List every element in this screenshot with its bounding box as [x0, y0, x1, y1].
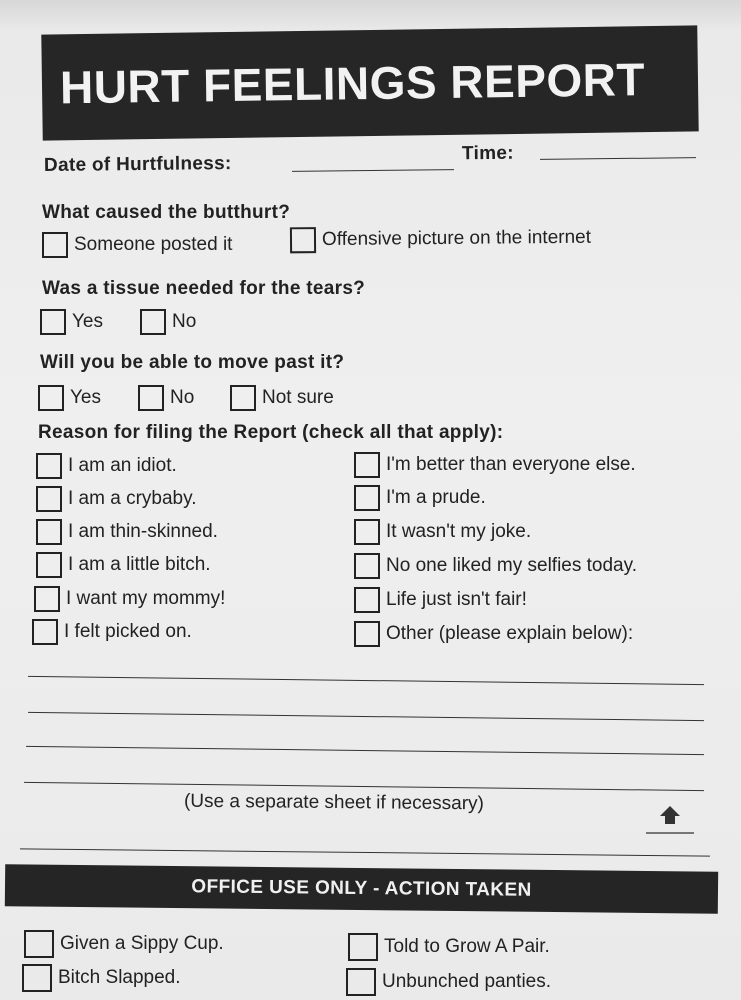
separate-sheet-note: (Use a separate sheet if necessary) — [183, 790, 485, 815]
question-cause: What caused the butthurt? — [42, 202, 291, 223]
checkbox[interactable] — [140, 309, 166, 335]
checkbox[interactable] — [354, 587, 380, 613]
reason-label: Other (please explain below): — [386, 623, 634, 644]
checkbox[interactable] — [36, 519, 62, 545]
reason-left-2[interactable] — [36, 519, 218, 545]
option-label: No — [170, 387, 195, 408]
checkbox[interactable] — [32, 619, 58, 645]
explain-line-1[interactable] — [28, 676, 704, 685]
reason-label: No one liked my selfies today. — [386, 555, 637, 576]
checkbox[interactable] — [36, 453, 62, 479]
reason-left-1[interactable] — [36, 486, 196, 512]
title-banner — [41, 25, 698, 140]
date-label: Date of Hurtfulness: — [43, 153, 232, 176]
explain-line-4[interactable] — [24, 782, 704, 791]
checkbox[interactable] — [354, 553, 380, 579]
reason-left-4[interactable] — [34, 586, 225, 612]
logo-icon — [640, 800, 700, 840]
reason-right-0[interactable] — [354, 452, 636, 478]
time-label: Time: — [461, 142, 514, 165]
option-label: Yes — [72, 311, 103, 332]
checkbox[interactable] — [346, 968, 376, 996]
action-left-0[interactable] — [24, 930, 224, 958]
option-tissue-yes[interactable] — [40, 309, 103, 335]
checkbox[interactable] — [354, 519, 380, 545]
action-label: Told to Grow A Pair. — [384, 936, 550, 957]
checkbox[interactable] — [36, 552, 62, 578]
signature-line[interactable] — [20, 848, 710, 856]
checkbox[interactable] — [138, 385, 164, 411]
reason-label: I am an idiot. — [68, 455, 177, 476]
reason-left-0[interactable] — [36, 453, 177, 479]
checkbox[interactable] — [354, 452, 380, 478]
reason-label: It wasn't my joke. — [386, 521, 532, 542]
checkbox[interactable] — [22, 964, 52, 992]
form-title: HURT FEELINGS REPORT — [59, 53, 646, 114]
option-label: Offensive picture on the internet — [321, 226, 592, 251]
option-tissue-no[interactable] — [140, 309, 196, 335]
checkbox[interactable] — [354, 621, 380, 647]
reason-right-3[interactable] — [354, 553, 637, 579]
option-someone-posted[interactable] — [42, 232, 232, 258]
action-label: Bitch Slapped. — [58, 967, 181, 988]
reason-label: I want my mommy! — [66, 588, 226, 609]
reason-right-4[interactable] — [354, 587, 527, 613]
reason-left-3[interactable] — [36, 552, 211, 578]
question-tissue: Was a tissue needed for the tears? — [42, 278, 366, 299]
option-label: Not sure — [262, 387, 334, 408]
reason-left-5[interactable] — [32, 619, 192, 645]
option-offensive-picture[interactable] — [290, 225, 591, 254]
reason-label: I'm a prude. — [386, 487, 486, 508]
reason-right-2[interactable] — [354, 519, 531, 545]
time-field[interactable] — [540, 157, 696, 160]
option-label: No — [172, 311, 197, 332]
checkbox[interactable] — [290, 227, 316, 253]
checkbox[interactable] — [24, 930, 54, 958]
checkbox[interactable] — [36, 486, 62, 512]
checkbox[interactable] — [38, 385, 64, 411]
option-move-not-sure[interactable] — [230, 385, 334, 411]
action-label: Given a Sippy Cup. — [60, 933, 224, 954]
reason-right-5[interactable] — [354, 621, 633, 647]
question-reasons: Reason for filing the Report (check all that apply): — [38, 422, 504, 443]
question-move-past: Will you be able to move past it? — [40, 352, 345, 373]
option-label: Yes — [70, 387, 101, 408]
explain-line-2[interactable] — [28, 712, 704, 721]
explain-line-3[interactable] — [26, 746, 704, 755]
checkbox[interactable] — [354, 485, 380, 511]
reason-label: I felt picked on. — [64, 621, 192, 642]
option-move-no[interactable] — [138, 385, 194, 411]
option-label: Someone posted it — [74, 234, 233, 255]
reason-label: I am thin-skinned. — [68, 521, 218, 542]
reason-label: Life just isn't fair! — [386, 589, 527, 610]
action-left-1[interactable] — [22, 964, 181, 992]
checkbox[interactable] — [34, 586, 60, 612]
checkbox[interactable] — [42, 232, 68, 258]
date-field[interactable] — [292, 169, 454, 172]
action-right-0[interactable] — [348, 933, 550, 961]
action-right-1[interactable] — [346, 968, 551, 996]
reason-label: I'm better than everyone else. — [386, 454, 636, 475]
checkbox[interactable] — [348, 933, 378, 961]
action-label: Unbunched panties. — [382, 971, 552, 992]
checkbox[interactable] — [230, 385, 256, 411]
reason-label: I am a crybaby. — [68, 488, 197, 509]
office-use-banner — [5, 864, 718, 913]
reason-label: I am a little bitch. — [68, 554, 211, 575]
office-use-label: OFFICE USE ONLY - ACTION TAKEN — [191, 876, 532, 901]
reason-right-1[interactable] — [354, 485, 486, 511]
option-move-yes[interactable] — [38, 385, 101, 411]
checkbox[interactable] — [40, 309, 66, 335]
